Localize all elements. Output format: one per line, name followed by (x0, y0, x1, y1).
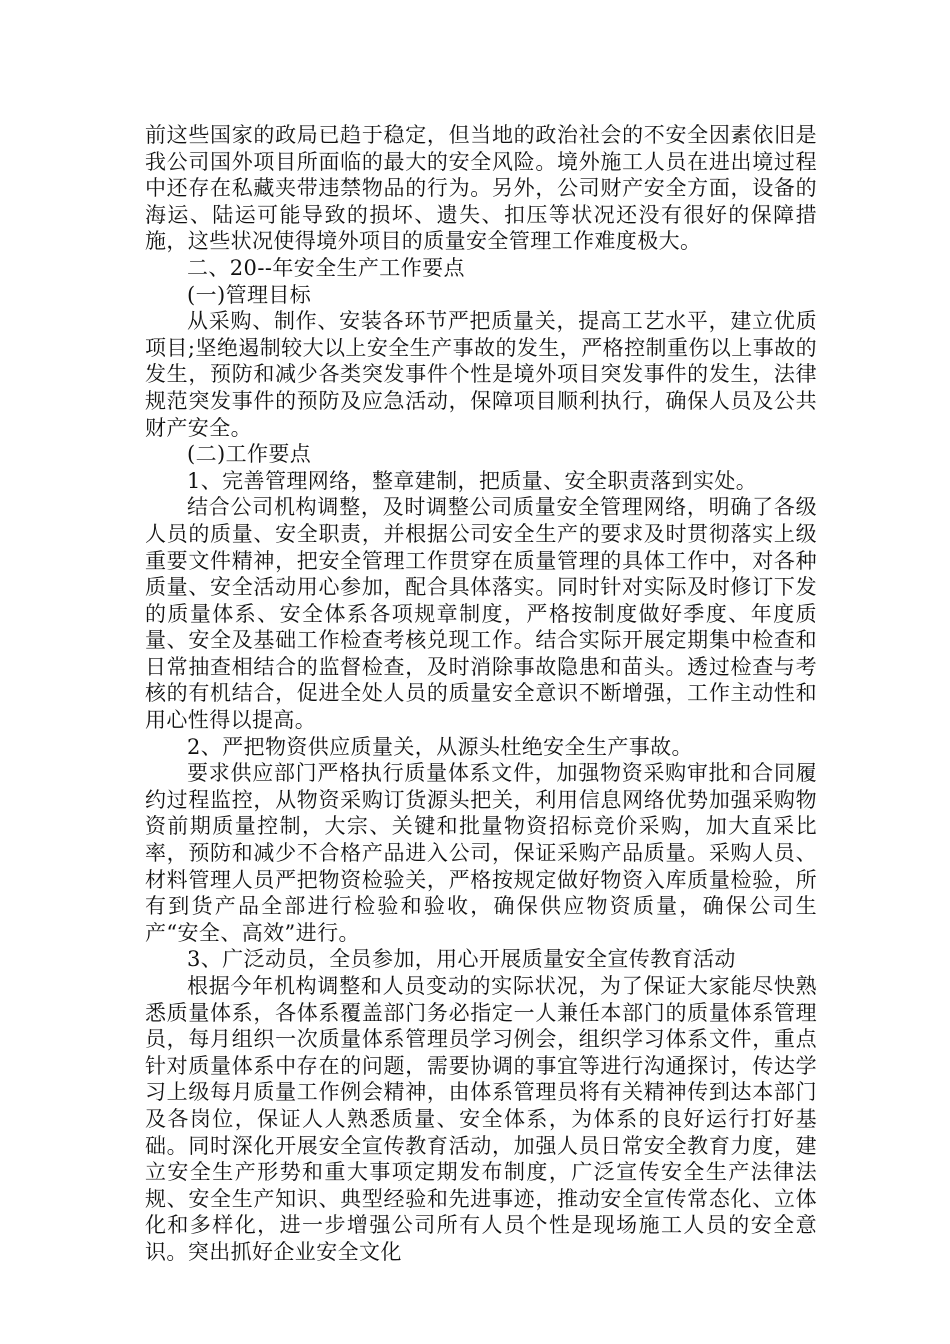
item-heading-3: 3、广泛动员，全员参加，用心开展质量安全宣传教育活动 (187, 947, 736, 972)
paragraph-management-goals: 从采购、制作、安装各环节严把质量关，提高工艺水平，建立优质项目;坚绝遏制较大以上安全生产事故的发生，严格控制重伤以上事故的发生，预防和减少各类突发事件个性是境外项目突发事件的发生，法律规范突发事件的预防及应急活动，保障项目顺利执行，确保人员及公共财产安全。 (145, 309, 817, 440)
section-heading-work-points: 二、20--年安全生产工作要点 (187, 255, 465, 280)
subheading-work-points: (二)工作要点 (187, 442, 312, 467)
item-heading-2: 2、严把物资供应质量关，从源头杜绝安全生产事故。 (187, 734, 693, 759)
document-body (145, 122, 817, 1266)
paragraph-continuation: 前这些国家的政局已趋于稳定，但当地的政治社会的不安全因素依旧是我公司国外项目所面临的最大的安全风险。境外施工人员在进出境过程中还存在私藏夹带违禁物品的行为。另外，公司财产安全方面，设备的海运、陆运可能导致的损坏、遗失、扣压等状况还没有很好的保障措施，这些状况使得境外项目的质量安全管理工作难度极大。 (145, 123, 817, 254)
paragraph-item-1: 结合公司机构调整，及时调整公司质量安全管理网络，明确了各级人员的质量、安全职责，并根据公司安全生产的要求及时贯彻落实上级重要文件精神，把安全管理工作贯穿在质量管理的具体工作中，对各种质量、安全活动用心参加，配合具体落实。同时针对实际及时修订下发的质量体系、安全体系各项规章制度，严格按制度做好季度、年度质量、安全及基础工作检查考核兑现工作。结合实际开展定期集中检查和日常抽查相结合的监督检查，及时消除事故隐患和苗头。透过检查与考核的有机结合，促进全处人员的质量安全意识不断增强，工作主动性和用心性得以提高。 (145, 495, 817, 733)
item-heading-1: 1、完善管理网络，整章建制，把质量、安全职责落到实处。 (187, 468, 758, 493)
paragraph-item-3: 根据今年机构调整和人员变动的实际状况，为了保证大家能尽快熟悉质量体系，各体系覆盖部门务必指定一人兼任本部门的质量体系管理员，每月组织一次质量体系管理员学习例会，组织学习体系文件，重点针对质量体系中存在的问题，需要协调的事宜等进行沟通探讨，传达学习上级每月质量工作例会精神，由体系管理员将有关精神传到达本部门及各岗位，保证人人熟悉质量、安全体系，为体系的良好运行打好基础。同时深化开展安全宣传教育活动，加强人员日常安全教育力度，建立安全生产形势和重大事项定期发布制度，广泛宣传安全生产法律法规、安全生产知识、典型经验和先进事迹，推动安全宣传常态化、立体化和多样化，进一步增强公司所有人员个性是现场施工人员的安全意识。突出抓好企业安全文化 (145, 974, 817, 1264)
subheading-management-goals: (一)管理目标 (187, 282, 312, 307)
paragraph-item-2: 要求供应部门严格执行质量体系文件，加强物资采购审批和合同履约过程监控，从物资采购订货源头把关，利用信息网络优势加强采购物资前期质量控制，大宗、关键和批量物资招标竞价采购，加大直采比率，预防和减少不合格产品进入公司，保证采购产品质量。采购人员、材料管理人员严把物资检验关，严格按规定做好物资入库质量检验，所有到货产品全部进行检验和验收，确保供应物资质量，确保公司生产“安全、高效”进行。 (145, 761, 817, 945)
